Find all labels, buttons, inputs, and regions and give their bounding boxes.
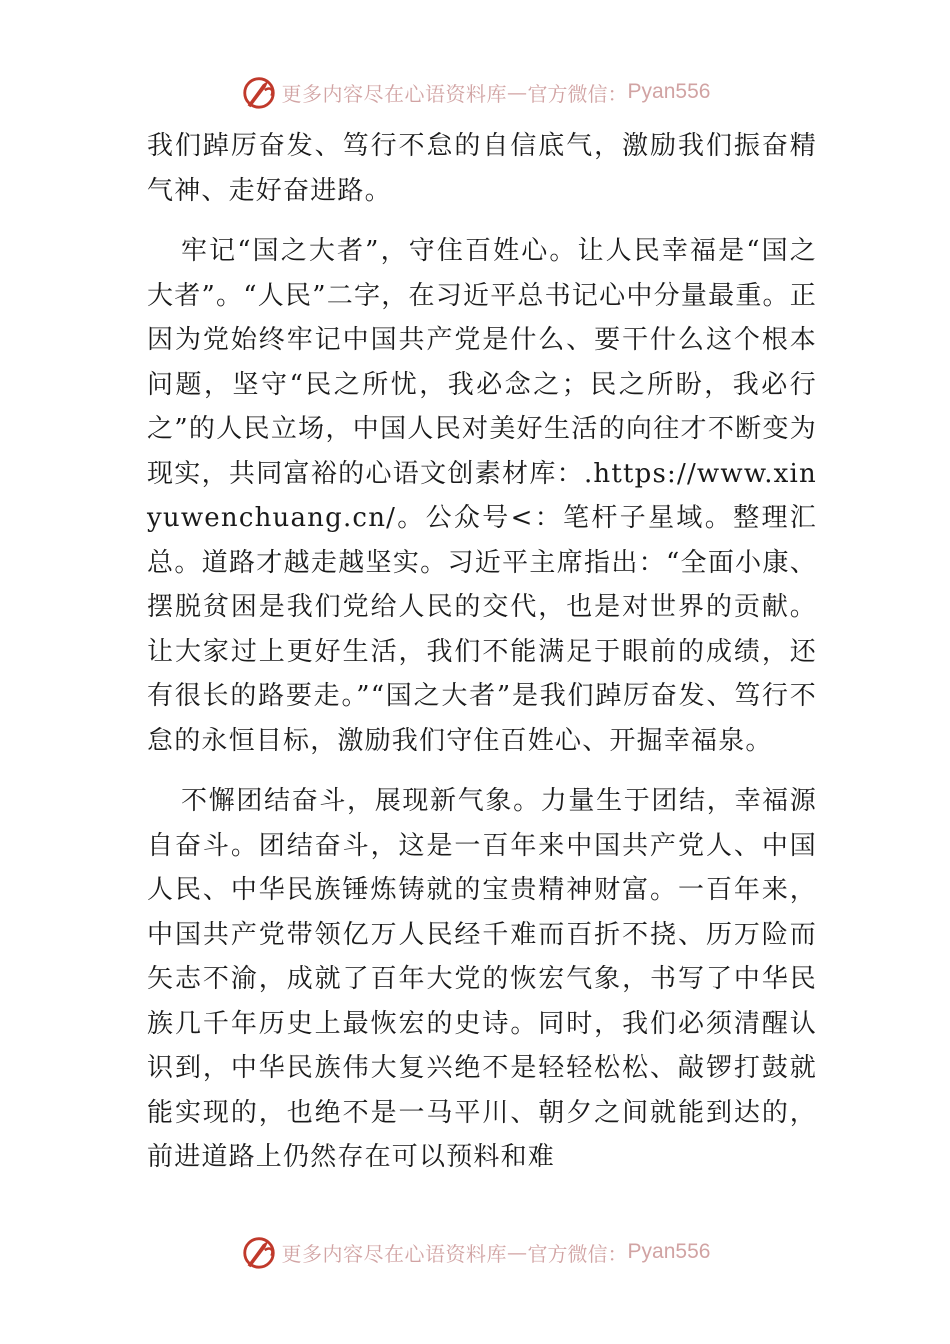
- pen-logo-icon: [240, 1233, 278, 1271]
- footer-site-text: 更多内容尽在心语资料库: [281, 1241, 508, 1266]
- header-contact-id: Pyan556: [627, 80, 711, 103]
- footer-contact-id: Pyan556: [627, 1240, 711, 1263]
- paragraph-tuanjie-fendou: 不懈团结奋斗，展现新气象。力量生于团结，幸福源自奋斗。团结奋斗，这是一百年来中国共产党人、中国人民、中华民族锤炼铸就的宝贵精神财富。一百年来，中国共产党带领亿万人民经千难而百折不挠、历万险而矢志不渝，成就了百年大党的恢宏气象，书写了中华民族几千年历史上最恢宏的史诗。同时，我们必须清醒认识到，中华民族伟大复兴绝不是轻轻松松、敲锣打鼓就能实现的，也绝不是一马平川、朝夕之间就能到达的，前进道路上仍然存在可以预料和难: [147, 786, 817, 1172]
- document-body: [147, 124, 817, 1196]
- footer-contact-label: 官方微信：: [527, 1241, 628, 1266]
- footer-banner: [0, 1232, 950, 1272]
- header-dash: —: [507, 80, 528, 104]
- paragraph-guozhidazhe: 牢记“国之大者”，守住百姓心。让人民幸福是“国之大者”。“人民”二字，在习近平总书记心中分量最重。正因为党始终牢记中国共产党是什么、要干什么这个根本问题，坚守“民之所忧，我必念之；民之所盼，我必行之”的人民立场，中国人民对美好生活的向往才不断变为现实，共同富裕的心语文创素材库：.https://www.xinyuwenchuang.cn/。公众号<：笔杆子星域。整理汇总。道路才越走越坚实。习近平主席指出：“全面小康、摆脱贫困是我们党给人民的交代，也是对世界的贡献。让大家过上更好生活，我们不能满足于眼前的成绩，还有很长的路要走。”“国之大者”是我们踔厉奋发、笃行不怠的永恒目标，激励我们守住百姓心、开掘幸福泉。: [147, 236, 817, 756]
- header-site-text: 更多内容尽在心语资料库: [281, 81, 508, 106]
- pen-logo-icon: [240, 73, 278, 111]
- footer-dash: —: [507, 1240, 528, 1264]
- paragraph-continued: 我们踔厉奋发、笃行不怠的自信底气，激励我们振奋精气神、走好奋进路。: [147, 131, 817, 206]
- header-banner: [0, 72, 950, 112]
- header-contact-label: 官方微信：: [527, 81, 628, 106]
